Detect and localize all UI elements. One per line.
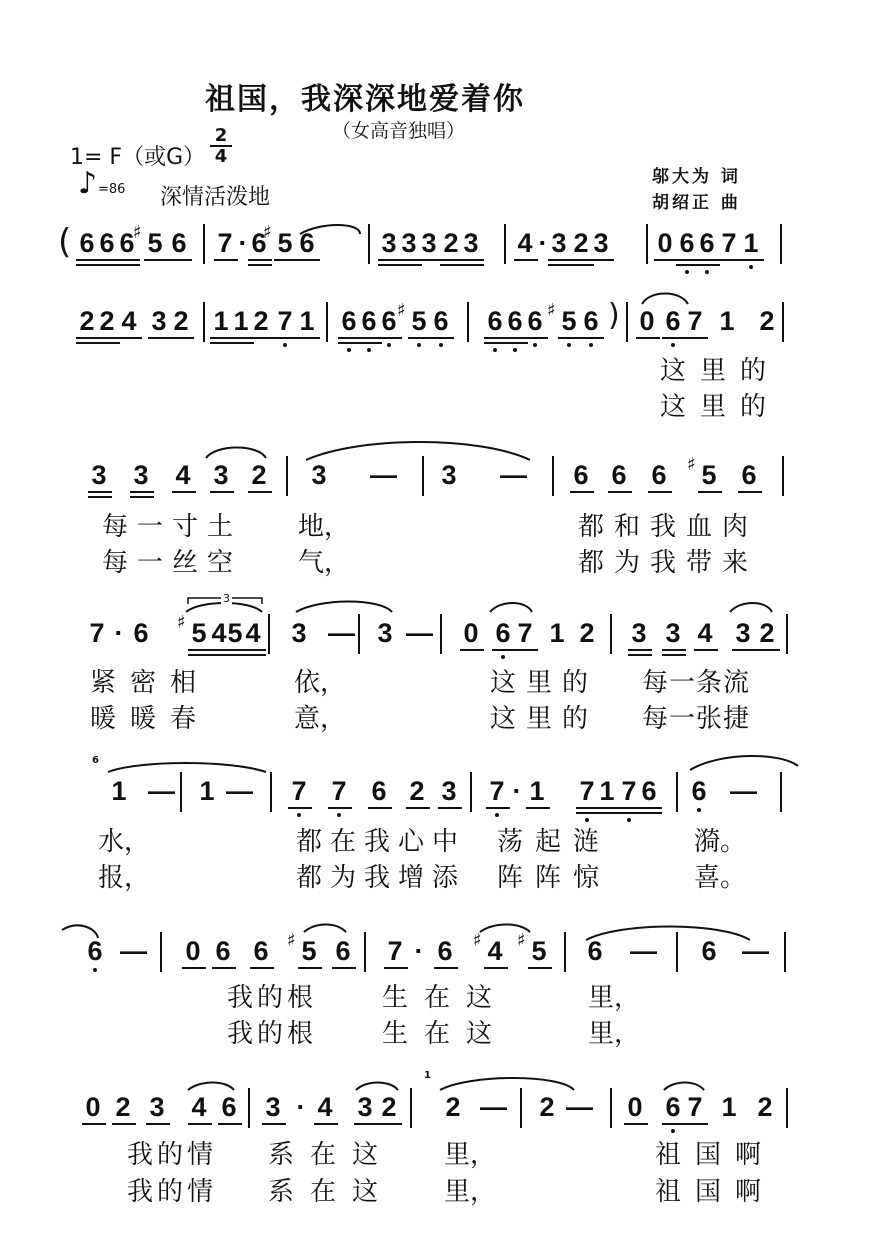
note-glyph: 1 — [549, 618, 565, 648]
note-glyph: 4 — [175, 460, 191, 490]
note-glyph: 2 — [173, 306, 189, 336]
note-glyph: 6 — [651, 460, 667, 490]
note-glyph: 3 — [665, 618, 681, 648]
note-glyph: 3 — [151, 306, 167, 336]
note-glyph: 6 — [611, 460, 627, 490]
slur-arc — [440, 1078, 574, 1090]
slur-arc — [62, 925, 98, 938]
note-glyph: 7 — [621, 776, 637, 806]
note-glyph: 2 — [251, 460, 267, 490]
tempo-value: =86 — [98, 182, 126, 197]
open-parenthesis: ( — [58, 222, 72, 262]
note-glyph: 4 — [211, 618, 227, 648]
lyric-line: 这里的 — [489, 704, 598, 734]
note-glyph: 5 — [191, 618, 207, 648]
note-glyph: 3 — [441, 460, 457, 490]
note-glyph: 6 — [527, 306, 543, 336]
note-glyph: 3 — [631, 618, 647, 648]
note-glyph: 1 — [299, 306, 315, 336]
note-glyph: 7 — [517, 618, 533, 648]
note-glyph: 5 — [227, 618, 243, 648]
note-glyph: 3 — [265, 1092, 281, 1122]
lyric-line: 意， — [293, 704, 346, 734]
slur-arc — [664, 1083, 704, 1091]
sharp-sign: ♯ — [397, 300, 406, 321]
lyric-line: 里， — [587, 1019, 640, 1049]
slur-arc — [188, 1083, 234, 1091]
note-glyph: 4 — [191, 1092, 207, 1122]
note-glyph: 6 — [133, 618, 149, 648]
performance-note: （女高音独唱） — [332, 120, 466, 142]
note-glyph: 7 — [387, 936, 403, 966]
note-glyph: 4 — [697, 618, 713, 648]
note-glyph: 1 — [719, 306, 735, 336]
slur-arc — [730, 603, 772, 612]
note-glyph: 6 — [253, 936, 269, 966]
note-glyph: 7 — [89, 618, 105, 648]
note-glyph: 6 — [87, 936, 103, 966]
note-glyph: 3 — [291, 618, 307, 648]
note-glyph: 6 — [665, 1092, 681, 1122]
note-glyph: — — [406, 618, 433, 648]
note-glyph: 2 — [579, 618, 595, 648]
note-glyph: — — [730, 776, 757, 806]
note-glyph: 6 — [341, 306, 357, 336]
note-glyph: 2 — [759, 306, 775, 336]
lyric-line: 我的情 — [126, 1177, 217, 1207]
sharp-sign: ♯ — [287, 930, 296, 951]
lyric-line: 每一张捷 — [641, 704, 750, 734]
sharp-sign: ♯ — [473, 930, 482, 951]
note-glyph: 5 — [277, 228, 293, 258]
note-glyph: 2 — [409, 776, 425, 806]
lyric-line: 每一丝空 — [101, 548, 242, 578]
note-glyph: 6 — [583, 306, 599, 336]
note-glyph: 3 — [381, 228, 397, 258]
lyric-line: 都在我心中 — [295, 827, 466, 857]
note-glyph: 7 — [217, 228, 233, 258]
note-glyph: 6 — [699, 228, 715, 258]
note-glyph: 2 — [253, 306, 269, 336]
note-glyph: 0 — [627, 1092, 643, 1122]
note-glyph: 5 — [147, 228, 163, 258]
lyric-line: 这里的 — [660, 392, 781, 422]
slur-arc — [296, 602, 392, 613]
slur-arc — [306, 442, 530, 460]
note-glyph: 6 — [119, 228, 135, 258]
note-glyph: 2 — [79, 306, 95, 336]
note-glyph: 3 — [133, 460, 149, 490]
note-glyph: 2 — [445, 1092, 461, 1122]
sharp-sign: ♯ — [517, 930, 526, 951]
lyric-line: 里， — [587, 983, 640, 1013]
lyric-line: 里， — [443, 1177, 496, 1207]
note-glyph: 7 — [291, 776, 307, 806]
note-glyph: — — [120, 936, 147, 966]
note-glyph: 0 — [85, 1092, 101, 1122]
slur-arc — [304, 925, 346, 933]
note-glyph: 5 — [411, 306, 427, 336]
note-glyph: 3 — [593, 228, 609, 258]
lyricist-credit: 邬大为 词 — [652, 167, 741, 187]
note-glyph: 1 — [599, 776, 615, 806]
note-glyph: 4 — [121, 306, 137, 336]
note-glyph: 3 — [377, 618, 393, 648]
note-glyph: 4 — [517, 228, 533, 258]
note-glyph: — — [226, 776, 253, 806]
lyric-line: 每一寸土 — [101, 512, 242, 542]
note-glyph: 6 — [215, 936, 231, 966]
note-glyph: — — [148, 776, 175, 806]
note-glyph: — — [566, 1092, 593, 1122]
note-glyph: 6 — [507, 306, 523, 336]
lyric-line: 都为我带来 — [577, 548, 758, 578]
time-signature: 2 4 — [210, 126, 232, 166]
note-glyph: 5 — [701, 460, 717, 490]
sharp-sign: ♯ — [547, 300, 556, 321]
note-glyph: 1 — [199, 776, 215, 806]
note-glyph: 6 — [495, 618, 511, 648]
lyric-line: 气， — [297, 548, 350, 578]
lyric-line: 祖国啊 — [654, 1140, 775, 1170]
note-glyph: 6 — [221, 1092, 237, 1122]
note-glyph: 3 — [735, 618, 751, 648]
note-glyph: 7 — [579, 776, 595, 806]
sharp-sign: ♯ — [133, 222, 142, 243]
lyric-line: 阵阵惊 — [496, 863, 611, 893]
note-glyph: 6 — [741, 460, 757, 490]
note-glyph: 3 — [91, 460, 107, 490]
note-glyph: 3 — [421, 228, 437, 258]
note-glyph: 0 — [639, 306, 655, 336]
close-parenthesis: ) — [608, 298, 620, 333]
note-glyph: 0 — [463, 618, 479, 648]
note-glyph: 6 — [361, 306, 377, 336]
note-glyph: — — [500, 460, 527, 490]
slur-arc — [642, 294, 688, 305]
note-glyph: 2 — [539, 1092, 555, 1122]
sharp-sign: ♯ — [177, 612, 186, 633]
volta-marker-6: 6 — [92, 755, 99, 766]
note-glyph: 4 — [245, 618, 261, 648]
volta-marker-1: 1 — [424, 1070, 431, 1081]
slur-arc — [586, 927, 750, 941]
note-glyph: · — [238, 228, 248, 258]
note-glyph: 3 — [149, 1092, 165, 1122]
lyric-line: 漪。 — [693, 827, 746, 857]
note-glyph: 4 — [487, 936, 503, 966]
note-glyph: 1 — [529, 776, 545, 806]
note-glyph: 6 — [691, 776, 707, 806]
note-glyph: — — [370, 460, 397, 490]
note-glyph: 6 — [251, 228, 267, 258]
note-glyph: 6 — [679, 228, 695, 258]
lyric-line: 里， — [443, 1140, 496, 1170]
note-glyph: — — [742, 936, 769, 966]
note-glyph: 3 — [311, 460, 327, 490]
lyric-line: 水， — [97, 827, 150, 857]
note-glyph: 3 — [551, 228, 567, 258]
note-glyph: · — [114, 618, 124, 648]
note-glyph: 6 — [433, 306, 449, 336]
note-glyph: 6 — [171, 228, 187, 258]
note-glyph: 6 — [665, 306, 681, 336]
composer-credit: 胡绍正 曲 — [652, 193, 741, 213]
lyric-line: 生在这 — [381, 983, 508, 1013]
note-glyph: 1 — [233, 306, 249, 336]
lyric-line: 系在这 — [267, 1140, 394, 1170]
note-glyph: 7 — [687, 306, 703, 336]
note-glyph: · — [512, 776, 522, 806]
slur-arc — [490, 603, 532, 612]
lyric-line: 紧密相 — [90, 668, 211, 698]
lyric-line: 都为我增添 — [295, 863, 466, 893]
note-glyph: 1 — [111, 776, 127, 806]
note-glyph: 6 — [335, 936, 351, 966]
lyric-line: 喜。 — [693, 863, 746, 893]
note-glyph: 1 — [721, 1092, 737, 1122]
slur-arc — [108, 763, 266, 772]
slur-arc — [690, 756, 798, 770]
lyric-line: 系在这 — [267, 1177, 394, 1207]
slur-arc — [480, 925, 530, 933]
lyric-line: 都和我血肉 — [577, 512, 758, 542]
note-glyph: 0 — [657, 228, 673, 258]
expression-mark: 深情活泼地 — [160, 185, 271, 210]
note-glyph: 7 — [721, 228, 737, 258]
lyric-line: 暖暖春 — [90, 704, 211, 734]
lyric-line: 每一条流 — [641, 668, 750, 698]
slur-arc — [356, 1083, 398, 1091]
song-title: 祖国，我深深地爱着你 — [205, 82, 525, 117]
note-glyph: 2 — [443, 228, 459, 258]
eighth-note-icon: ♪ — [78, 166, 98, 201]
note-glyph: 2 — [99, 306, 115, 336]
note-glyph: 6 — [587, 936, 603, 966]
note-glyph: 2 — [757, 1092, 773, 1122]
note-glyph: 1 — [743, 228, 759, 258]
lyric-line: 生在这 — [381, 1019, 508, 1049]
note-glyph: 5 — [531, 936, 547, 966]
lyric-line: 地， — [297, 512, 350, 542]
note-glyph: 6 — [701, 936, 717, 966]
note-glyph: 0 — [185, 936, 201, 966]
note-glyph: · — [538, 228, 548, 258]
note-glyph: 2 — [115, 1092, 131, 1122]
slur-arc — [300, 225, 360, 234]
tuplet-number: 3 — [223, 592, 230, 605]
note-glyph: 1 — [213, 306, 229, 336]
note-glyph: — — [630, 936, 657, 966]
note-glyph: 7 — [687, 1092, 703, 1122]
note-glyph: 7 — [489, 776, 505, 806]
note-glyph: 5 — [561, 306, 577, 336]
lyric-line: 我的根 — [226, 983, 317, 1013]
note-glyph: 7 — [331, 776, 347, 806]
sharp-sign: ♯ — [687, 454, 696, 475]
note-glyph: 2 — [759, 618, 775, 648]
note-glyph: 2 — [381, 1092, 397, 1122]
slur-arc — [206, 448, 266, 459]
note-glyph: 6 — [299, 228, 315, 258]
note-glyph: — — [328, 618, 355, 648]
key-signature: 1= F（或G） — [70, 145, 206, 170]
note-glyph: 6 — [487, 306, 503, 336]
note-glyph: 3 — [401, 228, 417, 258]
lyric-line: 祖国啊 — [654, 1177, 775, 1207]
note-glyph: 6 — [641, 776, 657, 806]
note-glyph: — — [480, 1092, 507, 1122]
lyric-line: 我的情 — [126, 1140, 217, 1170]
note-glyph: 6 — [99, 228, 115, 258]
note-glyph: 6 — [371, 776, 387, 806]
note-glyph: 6 — [79, 228, 95, 258]
lyric-line: 依， — [293, 668, 346, 698]
note-glyph: 3 — [441, 776, 457, 806]
note-glyph: 2 — [573, 228, 589, 258]
note-glyph: 3 — [357, 1092, 373, 1122]
note-glyph: 6 — [573, 460, 589, 490]
note-glyph: 6 — [437, 936, 453, 966]
note-glyph: 3 — [213, 460, 229, 490]
note-glyph: · — [296, 1092, 306, 1122]
lyric-line: 这里的 — [489, 668, 598, 698]
note-glyph: 6 — [381, 306, 397, 336]
note-glyph: · — [414, 936, 424, 966]
lyric-line: 报， — [97, 863, 150, 893]
lyric-line: 我的根 — [226, 1019, 317, 1049]
note-glyph: 4 — [317, 1092, 333, 1122]
lyric-line: 这里的 — [660, 356, 781, 386]
lyric-line: 荡起涟 — [496, 827, 611, 857]
note-glyph: 3 — [463, 228, 479, 258]
note-glyph: 7 — [277, 306, 293, 336]
sharp-sign: ♯ — [263, 222, 272, 243]
note-glyph: 5 — [301, 936, 317, 966]
